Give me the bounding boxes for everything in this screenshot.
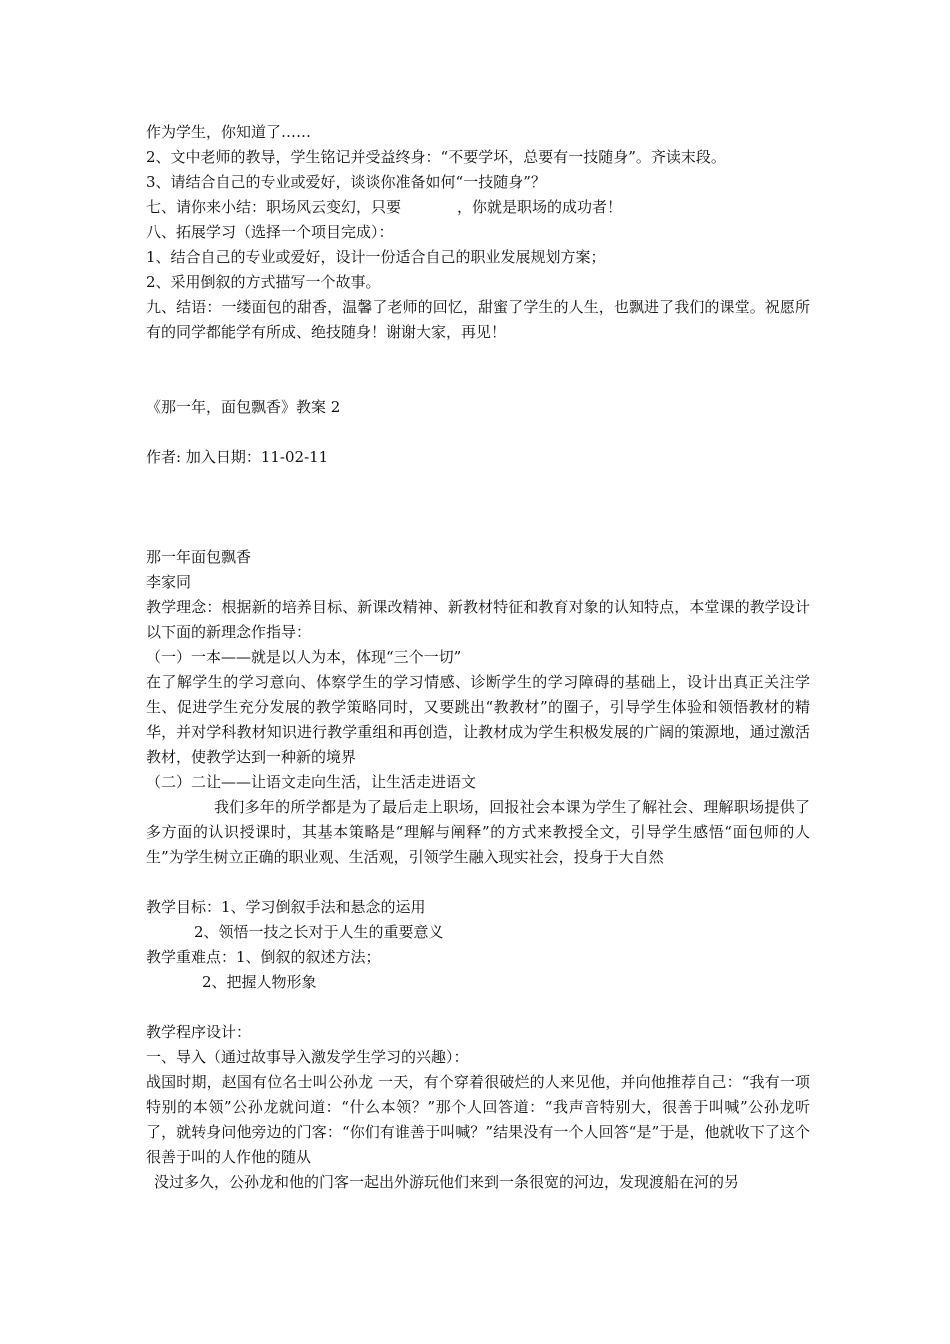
text-line: 2、采用倒叙的方式描写一个故事。: [146, 273, 381, 291]
story-paragraph: 战国时期，赵国有位名士叫公孙龙 一天，有个穿着很破烂的人来见他，并向他推荐自己：“我有一项特别的本领”公孙龙就问道：“什么本领？”那个人回答道：“我声音特别大，很善于叫喊”公孙龙听了，就转身问他旁边的门客：“你们有谁善于叫喊？”结果没有一个人回答“是”于是，他就收下了这个很善于叫的人作他的随从: [146, 1073, 810, 1166]
closing-paragraph: 九、结语：一缕面包的甜香，温馨了老师的回忆，甜蜜了学生的人生，也飘进了我们的课堂。祝愿所有的同学都能学有所成、绝技随身！谢谢大家，再见！: [146, 298, 810, 341]
key-point-line: 教学重难点：1、倒叙的叙述方法；: [146, 948, 381, 966]
summary-text-start: 七、请你来小结：职场风云变幻，只要: [146, 198, 402, 216]
document-page: [146, 120, 810, 1195]
goal-line: 2、领悟一技之长对于人生的重要意义: [194, 923, 444, 941]
lesson-author: 李家同: [146, 573, 192, 591]
teaching-idea-paragraph: 教学理念：根据新的培养目标、新课改精神、新教材特征和教育对象的认知特点，本堂课的教学设计以下面的新理念作指导：: [146, 598, 810, 641]
summary-text-end: ，你就是职场的成功者！: [457, 198, 623, 216]
procedure-heading: 教学程序设计：: [146, 1023, 252, 1041]
subheading: （一）一本——就是以人为本，体现“三个一切”: [146, 648, 462, 666]
intro-heading: 一、导入（通过故事导入激发学生学习的兴趣）：: [146, 1048, 469, 1066]
text-line: 2、文中老师的教导，学生铭记并受益终身：“不要学坏，总要有一技随身”。齐读末段。: [146, 148, 726, 166]
author-date-line: 作者: 加入日期：11-02-11: [146, 448, 329, 466]
lesson-title: 那一年面包飘香: [146, 548, 252, 566]
text-line: 作为学生，你知道了……: [146, 123, 312, 141]
summary-line: [146, 195, 810, 220]
story-paragraph-continued: 没过多久，公孙龙和他的门客一起出外游玩他们来到一条很宽的河边，发现渡船在河的另: [154, 1173, 740, 1191]
key-point-line: 2、把握人物形象: [202, 973, 317, 991]
body-paragraph: 在了解学生的学习意向、体察学生的学习情感、诊断学生的学习障碍的基础上，设计出真正关注学生、促进学生充分发展的教学策略同时，又要跳出“教教材”的圈子，引导学生体验和领悟教材的精华，并对学科教材知识进行教学重组和再创造，让教材成为学生积极发展的广阔的策源地，通过激活教材，使教学达到一种新的境界: [146, 673, 810, 766]
document-title: 《那一年，面包飘香》教案 2: [146, 398, 341, 416]
goal-line: 教学目标：1、学习倒叙手法和悬念的运用: [146, 898, 426, 916]
text-line: 3、请结合自己的专业或爱好，谈谈你准备如何“一技随身”？: [146, 173, 546, 191]
text-line: 八、拓展学习（选择一个项目完成）：: [146, 223, 394, 241]
body-paragraph: 我们多年的所学都是为了最后走上职场，回报社会本课为学生了解社会、理解职场提供了多方面的认识授课时，其基本策略是“理解与阐释”的方式来教授全文，引导学生感悟“面包师的人生”为学生树立正确的职业观、生活观，引领学生融入现实社会，投身于大自然: [146, 798, 810, 866]
text-line: 1、结合自己的专业或爱好，设计一份适合自己的职业发展规划方案；: [146, 248, 606, 266]
subheading: （二）二让——让语文走向生活，让生活走进语文: [146, 773, 477, 791]
